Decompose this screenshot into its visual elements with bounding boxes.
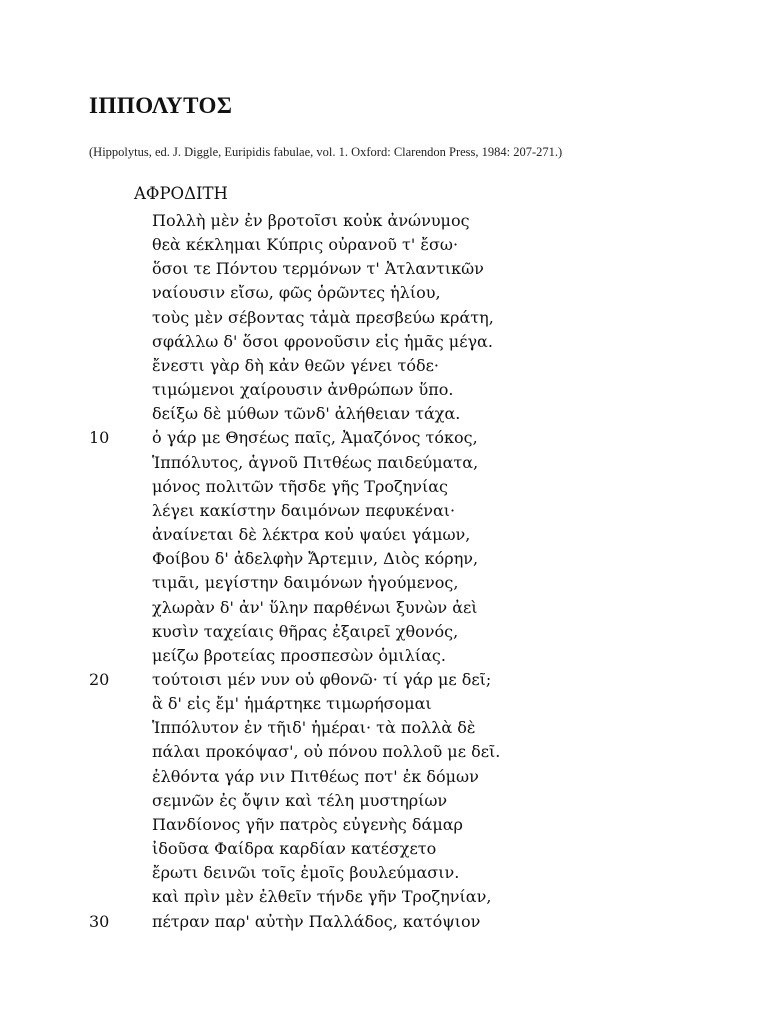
verse-line: [0, 209, 768, 233]
verse-text: Φοίβου δ' ἀδελφὴν Ἄρτεμιν, Διὸς κόρην,: [152, 549, 479, 569]
verse-line: [0, 668, 768, 692]
verse-text: ἰδοῦσα Φαίδρα καρδίαν κατέσχετο: [152, 839, 437, 859]
verse-text: τιμᾶι, μεγίστην δαιμόνων ἡγούμενος,: [152, 573, 459, 593]
verse-text: ἔνεστι γὰρ δὴ κἀν θεῶν γένει τόδε·: [152, 355, 440, 375]
verse-line: [0, 885, 768, 909]
verse-line: [0, 571, 768, 595]
verse-line: [0, 692, 768, 716]
verse-line: [0, 523, 768, 547]
verse-text: ἐλθόντα γάρ νιν Πιτθέως ποτ' ἐκ δόμων: [152, 766, 479, 786]
document-title: ΙΠΠΟΛΥΤΟΣ: [89, 93, 233, 118]
verse-line: [0, 837, 768, 861]
verse-line: [0, 813, 768, 837]
line-number: 20: [89, 669, 110, 689]
verse-line: [0, 402, 768, 426]
verse-line: [0, 765, 768, 789]
verse-text: σφάλλω δ' ὅσοι φρονοῦσιν εἰς ἡμᾶς μέγα.: [152, 331, 493, 351]
verse-text: δείξω δὲ μύθων τῶνδ' ἀλήθειαν τάχα.: [152, 404, 461, 424]
verse-text: ὅσοι τε Πόντου τερμόνων τ' Ἀτλαντικῶν: [152, 259, 484, 279]
verse-text: ἀναίνεται δὲ λέκτρα κοὐ ψαύει γάμων,: [152, 525, 471, 545]
verse-text: τούτοισι μέν νυν οὐ φθονῶ· τί γάρ με δεῖ;: [152, 669, 492, 689]
verse-line: [0, 789, 768, 813]
verse-text: ἃ δ' εἰς ἔμ' ἡμάρτηκε τιμωρήσομαι: [152, 694, 432, 714]
verse-text: Πανδίονος γῆν πατρὸς εὐγενὴς δάμαρ: [152, 814, 463, 834]
verse-line: [0, 426, 768, 450]
verse-line: [0, 499, 768, 523]
verse-text: ὁ γάρ με Θησέως παῖς, Ἀμαζόνος τόκος,: [152, 428, 478, 448]
citation: (Hippolytus, ed. J. Diggle, Euripidis fabulae, vol. 1. Oxford: Clarendon Press, 1984: 207-271.): [89, 145, 563, 159]
verse-line: [0, 354, 768, 378]
verse-text: ναίουσιν εἴσω, φῶς ὁρῶντες ἡλίου,: [152, 283, 441, 303]
verse-text: μόνος πολιτῶν τῆσδε γῆς Τροζηνίας: [152, 476, 449, 496]
verse-line: [0, 257, 768, 281]
verse-text: κυσὶν ταχείαις θῆρας ἐξαιρεῖ χθονός,: [152, 621, 459, 641]
verse-text: σεμνῶν ἐς ὄψιν καὶ τέλη μυστηρίων: [152, 790, 448, 810]
verse-line: [0, 378, 768, 402]
line-number: 30: [89, 911, 110, 931]
verse-line: [0, 596, 768, 620]
verse-line: [0, 547, 768, 571]
verse-line: [0, 233, 768, 257]
verse-text: Ἱππόλυτος, ἁγνοῦ Πιτθέως παιδεύματα,: [152, 452, 479, 472]
line-number: 10: [89, 428, 110, 448]
verse-text: Ἱππόλυτον ἐν τῆιδ' ἡμέραι· τὰ πολλὰ δὲ: [152, 718, 476, 738]
verse-text: λέγει κακίστην δαιμόνων πεφυκέναι·: [152, 500, 456, 520]
verse-line: [0, 306, 768, 330]
verse-line: [0, 740, 768, 764]
verse-line: [0, 475, 768, 499]
verse-text: καὶ πρὶν μὲν ἐλθεῖν τήνδε γῆν Τροζηνίαν,: [152, 887, 492, 907]
verse-line: [0, 620, 768, 644]
verse-line: [0, 330, 768, 354]
speaker-name: ΑΦΡΟΔΙΤΗ: [134, 184, 228, 203]
verse-text: χλωρὰν δ' ἀν' ὕλην παρθένωι ξυνὼν ἀεὶ: [152, 597, 478, 617]
verse-text: τιμώμενοι χαίρουσιν ἀνθρώπων ὕπο.: [152, 380, 454, 400]
verse-text: Πολλὴ μὲν ἐν βροτοῖσι κοὐκ ἀνώνυμος: [152, 211, 470, 230]
verse-text: ἔρωτι δεινῶι τοῖς ἐμοῖς βουλεύμασιν.: [152, 863, 460, 883]
verse-text: πάλαι προκόψασ', οὐ πόνου πολλοῦ με δεῖ.: [152, 742, 501, 762]
verse-line: [0, 644, 768, 668]
verse-list: [0, 209, 768, 934]
verse-line: [0, 281, 768, 305]
verse-text: τοὺς μὲν σέβοντας τἀμὰ πρεσβεύω κράτη,: [152, 307, 494, 327]
verse-text: θεὰ κέκλημαι Κύπρις οὐρανοῦ τ' ἔσω·: [152, 235, 459, 255]
verse-line: [0, 861, 768, 885]
verse-line: [0, 716, 768, 740]
verse-line: [0, 451, 768, 475]
verse-text: πέτραν παρ' αὐτὴν Παλλάδος, κατόψιον: [152, 911, 481, 931]
verse-text: μείζω βροτείας προσπεσὼν ὁμιλίας.: [152, 645, 446, 665]
verse-line: [0, 910, 768, 934]
